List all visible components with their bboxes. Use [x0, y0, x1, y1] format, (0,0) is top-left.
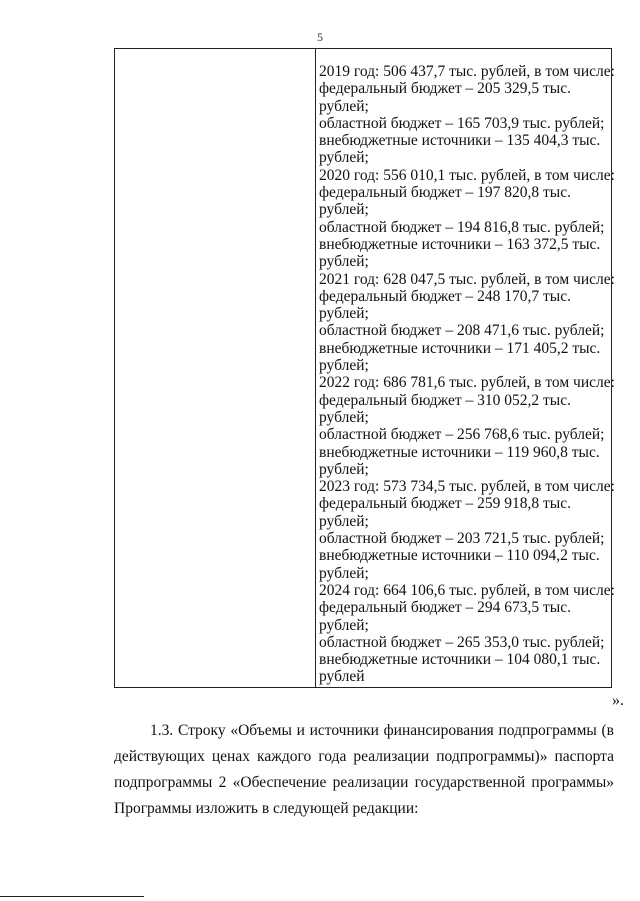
cell-line: 2020 год: 556 010,1 тыс. рублей, в том числе:: [319, 166, 615, 184]
cell-line: рублей;: [319, 460, 369, 478]
cell-line: федеральный бюджет – 294 673,5 тыс.: [319, 599, 571, 617]
closing-quote: ».: [612, 692, 624, 709]
cell-line: рублей: [319, 668, 365, 686]
cell-line: внебюджетные источники – 163 372,5 тыс.: [319, 235, 601, 253]
cell-line: федеральный бюджет – 259 918,8 тыс.: [319, 495, 571, 513]
cell-line: областной бюджет – 208 471,6 тыс. рублей;: [319, 322, 605, 340]
cell-line: рублей;: [319, 253, 369, 271]
cell-line: внебюджетные источники – 104 080,1 тыс.: [319, 651, 601, 669]
page-number: 5: [317, 30, 323, 44]
cell-line: рублей;: [319, 408, 369, 426]
footnote-separator: [0, 896, 144, 897]
cell-line: областной бюджет – 194 816,8 тыс. рублей;: [319, 218, 605, 236]
column-divider: [315, 49, 316, 687]
cell-line: федеральный бюджет – 197 820,8 тыс.: [319, 184, 571, 202]
right-cell: [319, 63, 615, 686]
cell-line: рублей;: [319, 149, 369, 167]
cell-line: 2022 год: 686 781,6 тыс. рублей, в том числе:: [319, 374, 615, 392]
cell-line: рублей;: [319, 564, 369, 582]
cell-line: рублей;: [319, 97, 369, 115]
cell-line: областной бюджет – 203 721,5 тыс. рублей;: [319, 530, 605, 548]
funding-table: [114, 48, 615, 688]
cell-line: федеральный бюджет – 248 170,7 тыс.: [319, 287, 571, 305]
cell-line: 2019 год: 506 437,7 тыс. рублей, в том числе:: [319, 63, 615, 80]
cell-line: внебюджетные источники – 135 404,3 тыс.: [319, 132, 601, 150]
cell-line: федеральный бюджет – 205 329,5 тыс.: [319, 80, 571, 98]
cell-line: внебюджетные источники – 119 960,8 тыс.: [319, 443, 600, 461]
cell-line: федеральный бюджет – 310 052,2 тыс.: [319, 391, 571, 409]
cell-line: рублей;: [319, 357, 369, 375]
cell-line: рублей;: [319, 616, 369, 634]
cell-line: 2024 год: 664 106,6 тыс. рублей, в том числе:: [319, 581, 615, 599]
cell-line: внебюджетные источники – 171 405,2 тыс.: [319, 339, 601, 357]
cell-line: рублей;: [319, 305, 369, 323]
cell-line: рублей;: [319, 512, 369, 530]
amendment-paragraph: 1.3. Строку «Объемы и источники финансирования подпрограммы (в действующих ценах каждого года реализации подпрограммы)» паспорта подпрограммы 2 «Обеспечение реализации государственной программы» Программы изложить в следующей редакции:: [114, 722, 614, 817]
cell-line: рублей;: [319, 201, 369, 219]
cell-line: внебюджетные источники – 110 094,2 тыс.: [319, 547, 600, 565]
cell-line: областной бюджет – 256 768,6 тыс. рублей;: [319, 426, 605, 444]
cell-line: 2023 год: 573 734,5 тыс. рублей, в том числе:: [319, 478, 615, 496]
cell-line: 2021 год: 628 047,5 тыс. рублей, в том числе:: [319, 270, 615, 288]
cell-line: областной бюджет – 265 353,0 тыс. рублей;: [319, 633, 605, 651]
cell-line: областной бюджет – 165 703,9 тыс. рублей;: [319, 114, 605, 132]
